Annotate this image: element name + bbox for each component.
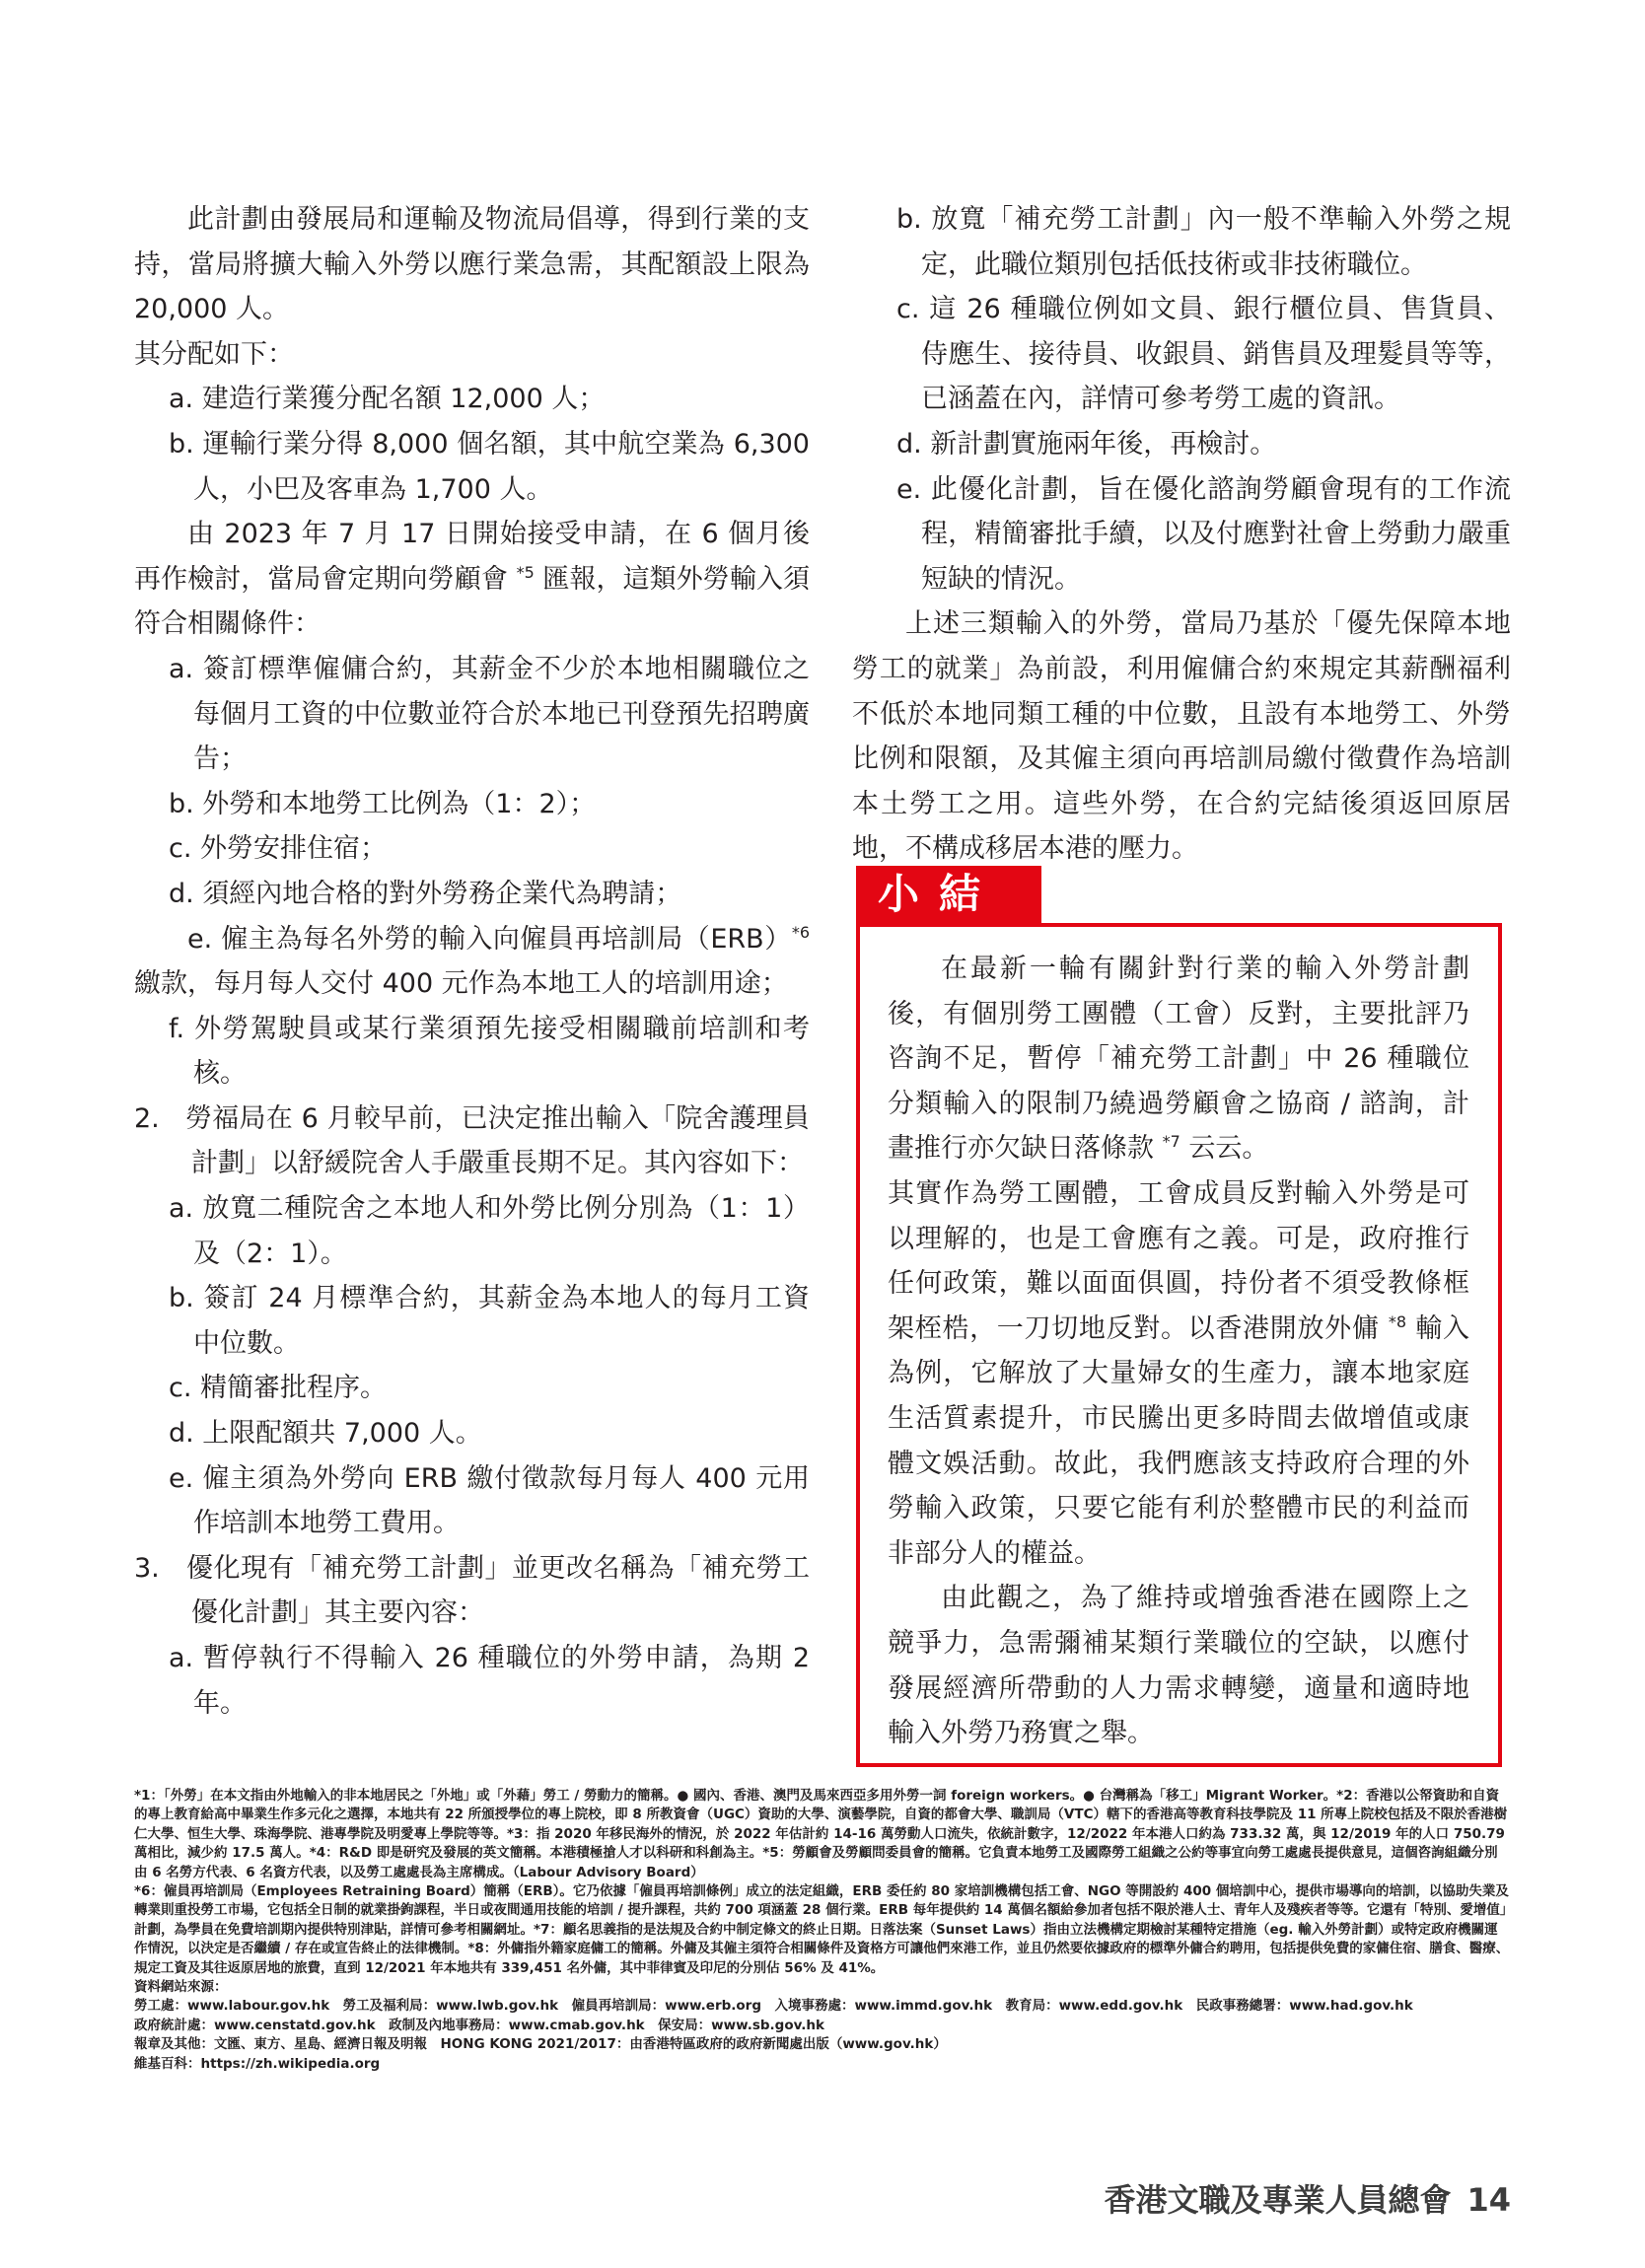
list-item: c. 外勞安排住宿； — [169, 833, 388, 865]
list-item: b. 放寬「補充勞工計劃」內一般不準輸入外勞之規定，此職位類別包括低技術或非技術職位。 — [896, 204, 1511, 280]
footnote-ref: *5 — [516, 562, 535, 582]
right-column — [852, 197, 1511, 872]
numbered-item: 2. 勞福局在 6 月較早前，已決定推出輸入「院舍護理員計劃」以舒緩院舍人手嚴重長期不足。其內容如下： — [134, 1102, 810, 1179]
paragraph: 此計劃由發展局和運輸及物流局倡導，得到行業的支持，當局將擴大輸入外勞以應行業急需，其配額設上限為 20,000 人。 — [134, 204, 810, 325]
summary-text — [888, 947, 1469, 1756]
list-item: b. 外勞和本地勞工比例為（1：2）； — [169, 788, 597, 819]
sources-title: 資料網站來源： — [134, 1979, 228, 1996]
list-item: f. 外勞駕駛員或某行業須預先接受相關職前培訓和考核。 — [169, 1013, 810, 1090]
footnote: *1：「外勞」在本文指由外地輸入的非本地居民之「外地」或「外藉」勞工 / 勞動力的簡稱。● 國內、香港、澳門及馬來西亞多用外勞一詞 foreign workers。● 台灣稱為「移工」Migrant Worker。*2：香港以公帑資助和自資的專上教育給高中畢業生作多元化之選擇，本地共有 22 所頒授學位的專上院校，即 8 所教資會（UGC）資助的大學、演藝學院，自資的都會大學、職訓局（VTC）轄下的香港高等教育科技學院及 11 所專上院校包括及不限於香港樹仁大學、恒生大學、珠海學院、港專學院及明愛專上學院等等。*3：指 2020 年移民海外的情況，於 2022 年估計約 14-16 萬勞動人口流失，依統計數字，12/2022 年本港人口約為 733.32 萬，與 12/2019 年的人口 750.79 萬相比，減少約 17.5 萬人。*4：R&D 即是研究及發展的英文簡稱。本港積極搶人才以科研和科創為主。*5：勞顧會及勞顧問委員會的簡稱。它負責本地勞工及國際勞工組織之公約等事宜向勞工處處長提供意見，這個咨詢組織分別由 6 名勞方代表、6 名資方代表，以及勞工處處長為主席構成。（Labour Advisory Board） — [134, 1788, 1508, 1880]
paragraph: 由 2023 年 7 月 17 日開始接受申請，在 6 個月後再作檢討，當局會定期向勞顧會 $^{*5}$ 匯報，這類外勞輸入須符合相關條件： — [134, 519, 810, 640]
footnotes — [134, 1787, 1511, 2074]
list-item: d. 須經內地合格的對外勞務企業代為聘請； — [169, 878, 682, 909]
paragraph: 上述三類輸入的外勞，當局乃基於「優先保障本地勞工的就業」為前設，利用僱傭合約來規定其薪酬福利不低於本地同類工種的中位數，且設有本地勞工、外勞比例和限額，及其僱主須向再培訓局繳付徵費作為培訓本土勞工之用。這些外勞，在合約完結後須返回原居地，不構成移居本港的壓力。 — [852, 608, 1511, 865]
paragraph: 其分配如下： — [134, 338, 294, 370]
summary-heading: 小結 — [856, 866, 1041, 923]
list-item: a. 建造行業獲分配名額 12,000 人； — [169, 384, 606, 415]
list-item: b. 簽訂 24 月標準合約，其薪金為本地人的每月工資中位數。 — [169, 1283, 810, 1359]
footnote-ref: *6 — [791, 922, 810, 942]
source-line: 勞工處：www.labour.gov.hk 勞工及福利局：www.lwb.gov.hk 僱員再培訓局：www.erb.org 入境事務處：www.immd.gov.hk 教育局：www.edd.gov.hk 民政事務總署：www.had.gov.hk — [134, 1998, 1413, 2015]
list-item: e. 僱主為每名外勞的輸入向僱員再培訓局（ERB）$^{*6}$ 繳款，每月每人交付 400 元作為本地工人的培訓用途； — [134, 922, 810, 1000]
source-line: 報章及其他：文匯、東方、星島、經濟日報及明報 HONG KONG 2021/2017：由香港特區政府的政府新聞處出版（www.gov.hk） — [134, 2036, 947, 2053]
list-item: d. 上限配額共 7,000 人。 — [169, 1418, 482, 1450]
page-number: 14 — [1466, 2181, 1511, 2219]
list-item: b. 運輸行業分得 8,000 個名額，其中航空業為 6,300 人，小巴及客車為 1,700 人。 — [169, 428, 810, 505]
list-item: e. 僱主須為外勞向 ERB 繳付徵款每月每人 400 元用作培訓本地勞工費用。 — [169, 1462, 810, 1539]
list-item: e. 此優化計劃，旨在優化諮詢勞顧會現有的工作流程，精簡審批手續，以及付應對社會上勞動力嚴重短缺的情況。 — [896, 473, 1511, 595]
source-line: 維基百科：https://zh.wikipedia.org — [134, 2055, 381, 2072]
source-line: 政府統計處：www.censtatd.gov.hk 政制及內地事務局：www.cmab.gov.hk 保安局：www.sb.gov.hk — [134, 2017, 825, 2033]
page-footer — [1088, 2175, 1511, 2221]
footnote-ref: *8 — [1388, 1311, 1407, 1331]
paragraph: 由此觀之，為了維持或增強香港在國際上之競爭力，急需彌補某類行業職位的空缺，以應付發展經濟所帶動的人力需求轉變，適量和適時地輸入外勞乃務實之舉。 — [888, 1583, 1469, 1749]
list-item: a. 暫停執行不得輸入 26 種職位的外勞申請，為期 2 年。 — [169, 1643, 810, 1719]
list-item: a. 放寬二種院舍之本地人和外勞比例分別為（1：1）及（2：1）。 — [169, 1193, 810, 1269]
paragraph: 在最新一輪有關針對行業的輸入外勞計劃後，有個別勞工團體（工會）反對，主要批評乃咨詢不足，暫停「補充勞工計劃」中 26 種職位分類輸入的限制乃繞過勞顧會之協商 / 諮詢，計畫推行亦欠缺日落條款 $^{*7}$ 云云。 — [888, 954, 1469, 1165]
footnote: *6：僱員再培訓局（Employees Retraining Board）簡稱（ERB）。它乃依據「僱員再培訓條例」成立的法定組織，ERB 委任約 80 家培訓機構包括工會、NGO 等開設約 400 個培訓中心，提供市場導向的培訓，以協助失業及轉業則重投勞工市場，它包括全日制的就業掛鉤課程，半日或夜間通用技能的培訓 / 提升課程，共約 700 項涵蓋 28 個行業。ERB 每年提供約 14 萬個名額給參加者包括不限於港人士、青年人及殘疾者等等。它還有「特別、愛增值」計劃，為學員在免費培訓期內提供特別津貼，詳情可參考相關網址。*7：顧名思義指的是法規及合約中制定條文的終止日期。日落法案（Sunset Laws）指由立法機構定期檢討某種特定措施（eg. 輸入外勞計劃）或特定政府機關運作情況，以決定是否繼續 / 存在或宣告終止的法律機制。*8：外傭指外籍家庭傭工的簡稱。外傭及其僱主須符合相關條件及資格方可讓他們來港工作，並且仍然要依據政府的標準外傭合約聘用，包括提供免費的家傭住宿、膳食、醫療、規定工資及其往返原居地的旅費，直到 12/2021 年本地共有 339,451 名外傭，其中菲律賓及印尼的分別佔 56% 及 41%。 — [134, 1883, 1510, 1976]
list-item: c. 這 26 種職位例如文員、銀行櫃位員、售貨員、侍應生、接待員、收銀員、銷售員及理髮員等等，已涵蓋在內，詳情可參考勞工處的資訊。 — [896, 294, 1511, 415]
left-column — [134, 197, 810, 1726]
list-item: a. 簽訂標準僱傭合約，其薪金不少於本地相關職位之每個月工資的中位數並符合於本地已刊登預先招聘廣告； — [169, 653, 810, 775]
paragraph: 其實作為勞工團體，工會成員反對輸入外勞是可以理解的，也是工會應有之義。可是，政府推行任何政策，難以面面俱圓，持份者不須受教條框架桎梏，一刀切地反對。以香港開放外傭 $^{*8}$ 輸入為例，它解放了大量婦女的生產力，讓本地家庭生活質素提升，市民騰出更多時間去做增值或康體文娛活動。故此，我們應該支持政府合理的外勞輸入政策，只要它能有利於整體市民的利益而非部分人的權益。 — [888, 1177, 1469, 1569]
numbered-item: 3. 優化現有「補充勞工計劃」並更改名稱為「補充勞工優化計劃」其主要內容： — [134, 1552, 810, 1629]
footnote-ref: *7 — [1162, 1132, 1180, 1152]
organization-name: 香港文職及專業人員總會 — [1104, 2181, 1452, 2219]
list-item: d. 新計劃實施兩年後，再檢討。 — [896, 428, 1277, 460]
list-item: c. 精簡審批程序。 — [169, 1373, 388, 1404]
